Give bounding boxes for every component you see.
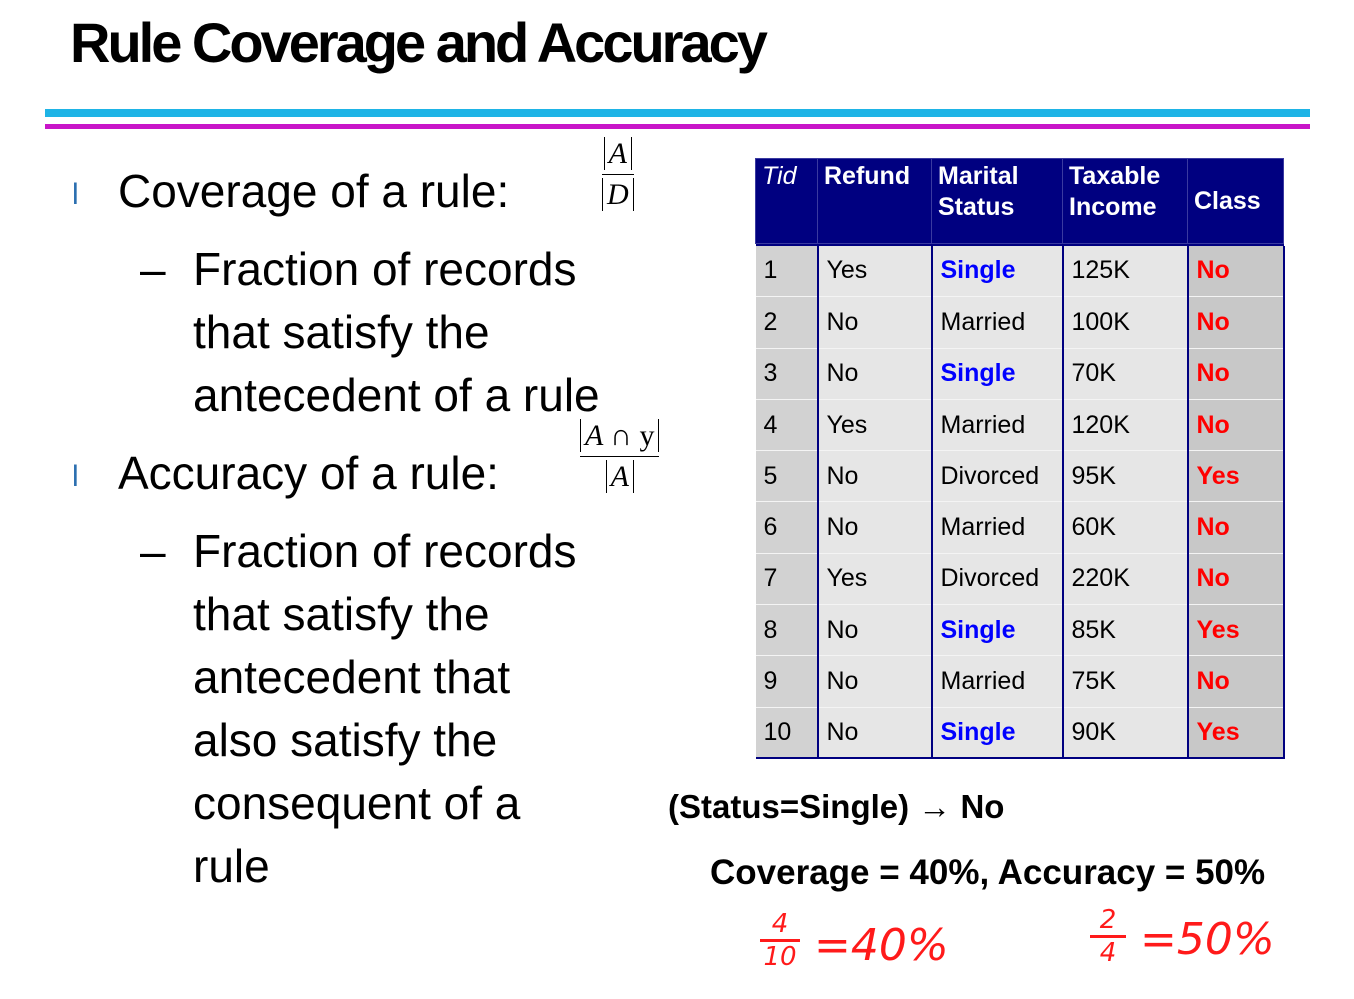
table-row bbox=[756, 502, 1284, 553]
table-cell-income: 220K bbox=[1063, 553, 1188, 604]
accuracy-sub-line-6: rule bbox=[193, 840, 270, 892]
table-cell-income: 95K bbox=[1063, 451, 1188, 502]
accuracy-sub-line-2: that satisfy the bbox=[193, 588, 490, 640]
handwritten-coverage-numerator: 4 bbox=[771, 909, 789, 939]
table-cell-status: Married bbox=[932, 297, 1063, 348]
bullet-marker: l bbox=[72, 460, 79, 493]
accuracy-formula bbox=[580, 418, 659, 495]
table-cell-refund: No bbox=[818, 451, 932, 502]
table-cell-class: No bbox=[1188, 297, 1284, 348]
table-cell-tid: 4 bbox=[756, 399, 818, 450]
table-cell-class: No bbox=[1188, 553, 1284, 604]
table-cell-refund: No bbox=[818, 297, 932, 348]
table-row bbox=[756, 605, 1284, 656]
accuracy-formula-intersection: ∩ bbox=[610, 419, 632, 452]
table-cell-status: Single bbox=[932, 348, 1063, 399]
column-header-class: Class bbox=[1188, 159, 1284, 244]
table-cell-status: Divorced bbox=[932, 553, 1063, 604]
table-cell-income: 125K bbox=[1063, 246, 1188, 297]
slide-title: Rule Coverage and Accuracy bbox=[70, 11, 765, 74]
table-cell-refund: No bbox=[818, 656, 932, 707]
accuracy-formula-set: A bbox=[585, 419, 603, 452]
accuracy-formula-denominator: A bbox=[606, 460, 634, 493]
table-cell-income: 90K bbox=[1063, 707, 1188, 758]
column-header-refund: Refund bbox=[818, 159, 932, 244]
handwritten-coverage-fraction bbox=[760, 910, 800, 971]
table-cell-status: Married bbox=[932, 656, 1063, 707]
table-cell-class: Yes bbox=[1188, 451, 1284, 502]
table-cell-refund: No bbox=[818, 707, 932, 758]
table-cell-refund: No bbox=[818, 502, 932, 553]
table-cell-tid: 6 bbox=[756, 502, 818, 553]
table-row bbox=[756, 246, 1284, 297]
accuracy-sub-dash: – bbox=[140, 525, 166, 577]
table-cell-tid: 10 bbox=[756, 707, 818, 758]
coverage-sub-line-2: that satisfy the bbox=[193, 306, 490, 358]
coverage-sub-line-1: Fraction of records bbox=[193, 243, 577, 295]
coverage-formula-denominator: D bbox=[602, 178, 634, 211]
table-cell-class: Yes bbox=[1188, 605, 1284, 656]
table-cell-tid: 2 bbox=[756, 297, 818, 348]
table-row bbox=[756, 348, 1284, 399]
records-table bbox=[755, 158, 1285, 759]
coverage-formula-numerator: A bbox=[604, 137, 632, 170]
coverage-heading: Coverage of a rule: bbox=[118, 165, 510, 217]
table-cell-status: Single bbox=[932, 246, 1063, 297]
accuracy-sub-line-4: also satisfy the bbox=[193, 714, 498, 766]
handwritten-accuracy-result: =50% bbox=[1140, 914, 1275, 965]
table-row bbox=[756, 656, 1284, 707]
table-row bbox=[756, 451, 1284, 502]
example-rule: (Status=Single) → No bbox=[668, 788, 1005, 825]
table-cell-refund: Yes bbox=[818, 399, 932, 450]
table-cell-tid: 8 bbox=[756, 605, 818, 656]
table-cell-status: Single bbox=[932, 707, 1063, 758]
column-header-tid: Tid bbox=[756, 159, 818, 244]
table-cell-class: No bbox=[1188, 656, 1284, 707]
table-cell-income: 120K bbox=[1063, 399, 1188, 450]
table-cell-refund: Yes bbox=[818, 553, 932, 604]
table-cell-tid: 7 bbox=[756, 553, 818, 604]
table-cell-tid: 5 bbox=[756, 451, 818, 502]
table-cell-income: 75K bbox=[1063, 656, 1188, 707]
table-cell-income: 100K bbox=[1063, 297, 1188, 348]
coverage-formula bbox=[602, 136, 634, 213]
accuracy-heading: Accuracy of a rule: bbox=[118, 447, 499, 499]
table-cell-income: 85K bbox=[1063, 605, 1188, 656]
accuracy-sub-line-5: consequent of a bbox=[193, 777, 521, 829]
bullet-marker: l bbox=[72, 178, 79, 211]
accuracy-sub-line-1: Fraction of records bbox=[193, 525, 577, 577]
handwritten-accuracy-fraction bbox=[1090, 906, 1126, 967]
table-row bbox=[756, 399, 1284, 450]
table-cell-class: No bbox=[1188, 246, 1284, 297]
table-cell-class: No bbox=[1188, 502, 1284, 553]
title-underline-cyan bbox=[45, 109, 1310, 117]
table-cell-class: No bbox=[1188, 399, 1284, 450]
title-underline-magenta bbox=[45, 124, 1310, 129]
table-row bbox=[756, 297, 1284, 348]
table-cell-status: Single bbox=[932, 605, 1063, 656]
coverage-accuracy-summary: Coverage = 40%, Accuracy = 50% bbox=[710, 853, 1266, 892]
handwritten-accuracy-denominator: 4 bbox=[1099, 938, 1117, 968]
coverage-sub-line-3: antecedent of a rule bbox=[193, 369, 600, 421]
table-cell-refund: No bbox=[818, 605, 932, 656]
table-cell-tid: 3 bbox=[756, 348, 818, 399]
table-cell-tid: 1 bbox=[756, 246, 818, 297]
table-cell-refund: Yes bbox=[818, 246, 932, 297]
handwritten-coverage-denominator: 10 bbox=[763, 942, 797, 972]
table-cell-class: No bbox=[1188, 348, 1284, 399]
coverage-sub-dash: – bbox=[140, 243, 166, 295]
table-cell-refund: No bbox=[818, 348, 932, 399]
accuracy-formula-class: y bbox=[639, 419, 655, 452]
table-cell-class: Yes bbox=[1188, 707, 1284, 758]
table-row bbox=[756, 707, 1284, 758]
column-header-marital-status: Marital Status bbox=[932, 159, 1063, 244]
accuracy-sub-line-3: antecedent that bbox=[193, 651, 511, 703]
table-cell-status: Divorced bbox=[932, 451, 1063, 502]
table-cell-status: Married bbox=[932, 399, 1063, 450]
table-row bbox=[756, 553, 1284, 604]
handwritten-coverage-result: =40% bbox=[814, 920, 949, 971]
table-cell-income: 70K bbox=[1063, 348, 1188, 399]
column-header-taxable-income: Taxable Income bbox=[1063, 159, 1188, 244]
table-cell-status: Married bbox=[932, 502, 1063, 553]
table-cell-income: 60K bbox=[1063, 502, 1188, 553]
table-cell-tid: 9 bbox=[756, 656, 818, 707]
handwritten-accuracy-numerator: 2 bbox=[1099, 905, 1117, 935]
